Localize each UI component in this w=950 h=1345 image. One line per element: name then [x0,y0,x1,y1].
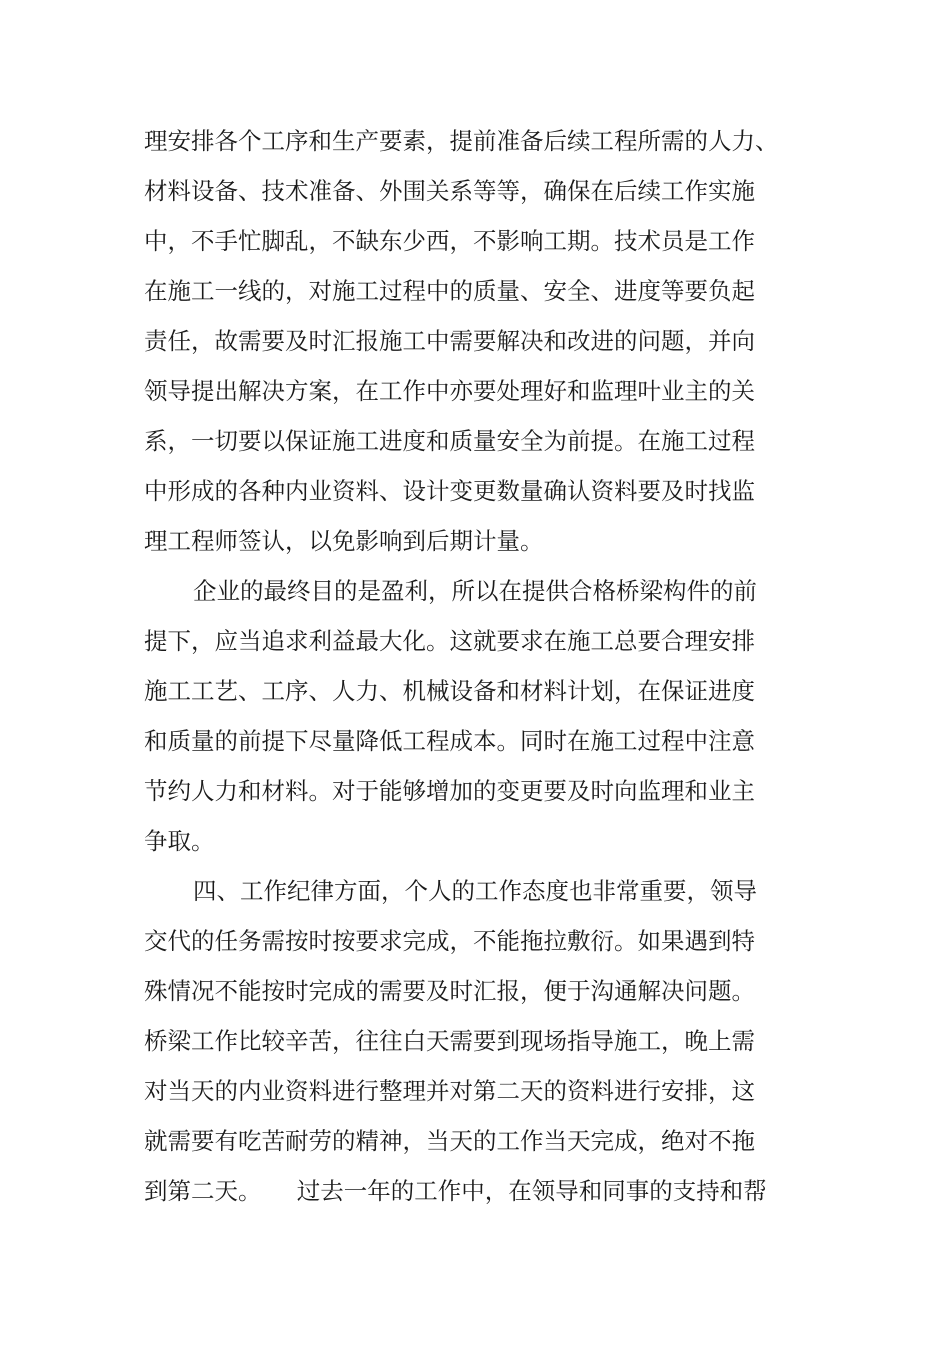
text-line: 在施工一线的，对施工过程中的质量、安全、进度等要负起 [144,277,755,305]
paragraph-first-line: 企业的最终目的是盈利，所以在提供合格桥梁构件的前 [193,577,757,605]
text-line: 争取。 [144,827,215,855]
text-line: 殊情况不能按时完成的需要及时汇报，便于沟通解决问题。 [144,977,755,1005]
text-line: 材料设备、技术准备、外围关系等等，确保在后续工作实施 [144,177,755,205]
text-line: 桥梁工作比较辛苦，往往白天需要到现场指导施工，晚上需 [144,1027,755,1055]
text-line: 中，不手忙脚乱，不缺东少西，不影响工期。技术员是工作 [144,227,755,255]
text-line: 施工工艺、工序、人力、机械设备和材料计划，在保证进度 [144,677,755,705]
text-line: 理安排各个工序和生产要素，提前准备后续工程所需的人力、 [144,127,779,155]
text-line: 中形成的各种内业资料、设计变更数量确认资料要及时找监 [144,477,755,505]
text-line: 系，一切要以保证施工进度和质量安全为前提。在施工过程 [144,427,755,455]
text-line: 责任，故需要及时汇报施工中需要解决和改进的问题，并向 [144,327,755,355]
text-line: 就需要有吃苦耐劳的精神，当天的工作当天完成，绝对不拖 [144,1127,755,1155]
text-line: 对当天的内业资料进行整理并对第二天的资料进行安排，这 [144,1077,755,1105]
text-line: 提下，应当追求利益最大化。这就要求在施工总要合理安排 [144,627,755,655]
text-line: 节约人力和材料。对于能够增加的变更要及时向监理和业主 [144,777,755,805]
paragraph-first-line: 四、工作纪律方面，个人的工作态度也非常重要，领导 [193,877,757,905]
text-line: 和质量的前提下尽量降低工程成本。同时在施工过程中注意 [144,727,755,755]
text-line: 领导提出解决方案，在工作中亦要处理好和监理叶业主的关 [144,377,755,405]
text-line: 理工程师签认，以免影响到后期计量。 [144,527,544,555]
text-line: 到第二天。 过去一年的工作中，在领导和同事的支持和帮 [144,1177,767,1205]
text-line: 交代的任务需按时按要求完成，不能拖拉敷衍。如果遇到特 [144,927,755,955]
